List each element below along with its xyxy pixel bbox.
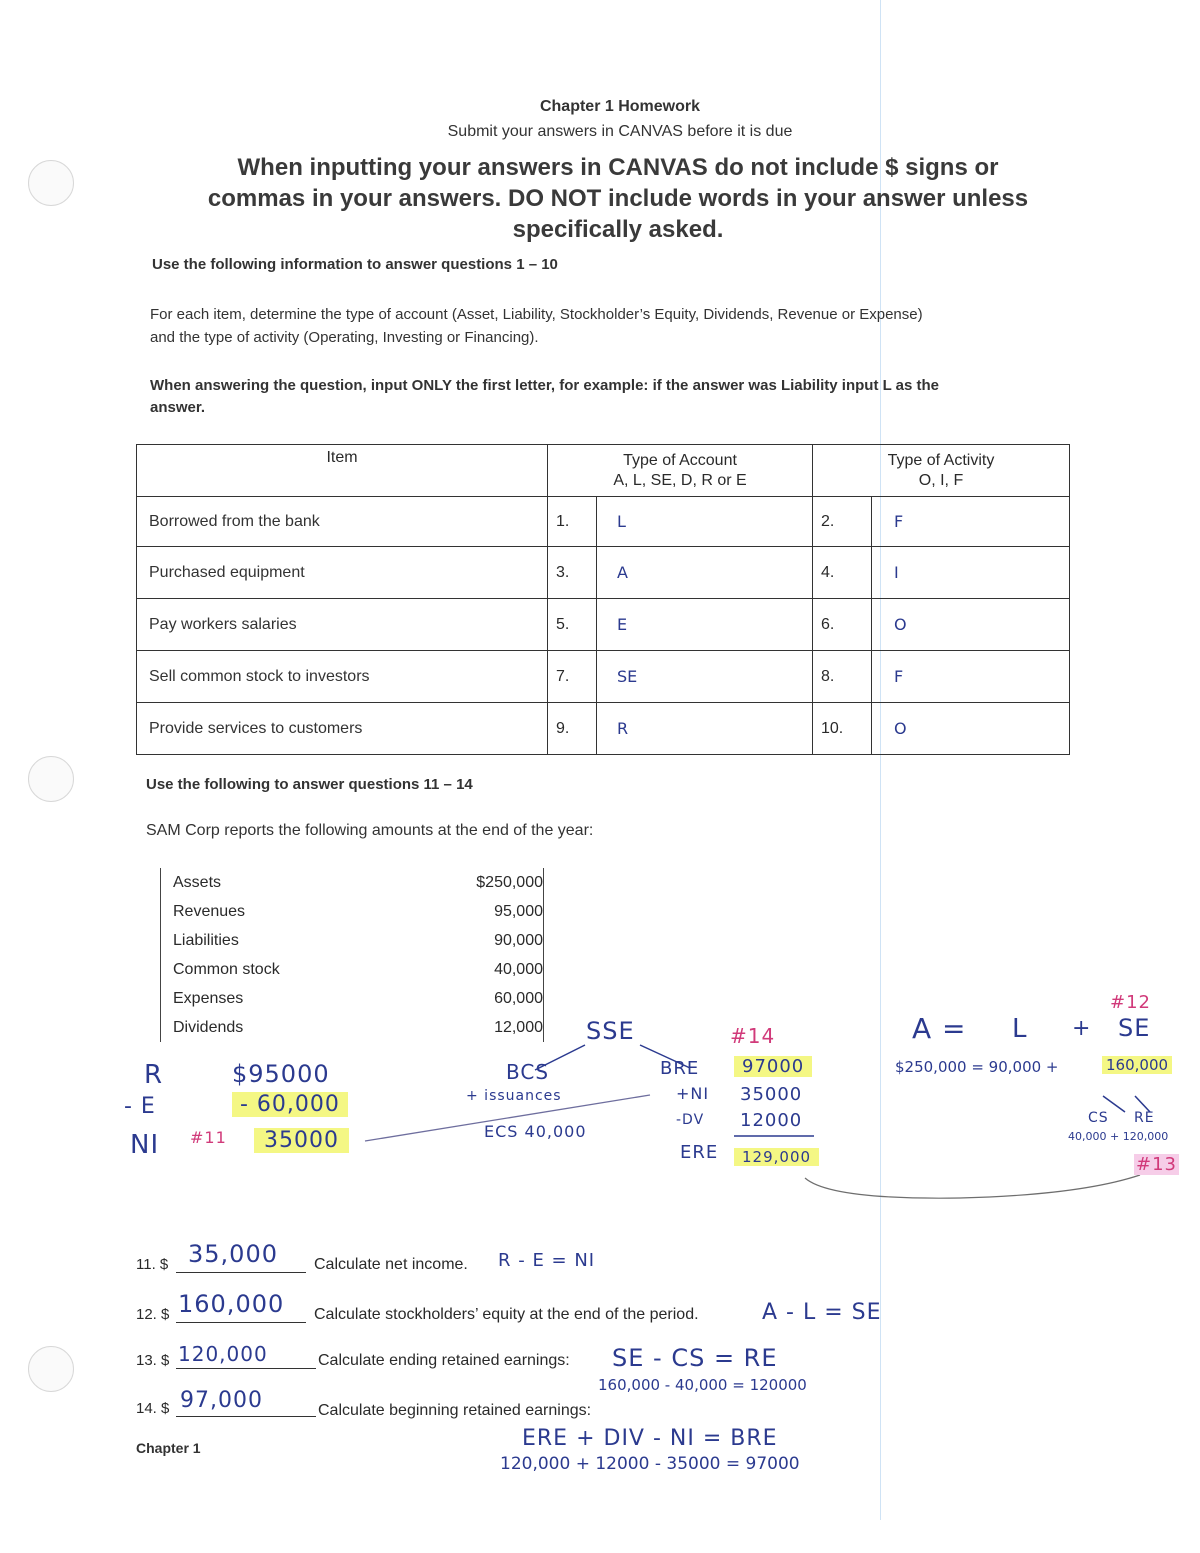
hw-bcs: BCS [506, 1060, 550, 1084]
answer-value: 160,000 [178, 1290, 285, 1318]
amount-label: Revenues [173, 902, 246, 920]
work-calculation: 160,000 - 40,000 = 120000 [598, 1376, 807, 1394]
account-answer: L [597, 497, 813, 547]
question-number: 6. [813, 599, 872, 651]
hw-ere: ERE [680, 1142, 719, 1163]
hw-bre-value: 97000 [734, 1056, 812, 1077]
answer-line [176, 1368, 316, 1369]
col-account-title: Type of Account [623, 451, 737, 469]
question-number: 14. $ [136, 1400, 170, 1417]
question-number: 1. [548, 497, 597, 547]
work-formula: ERE + DIV - NI = BRE [522, 1426, 778, 1451]
question-text: Calculate ending retained earnings: [318, 1352, 570, 1369]
question-11 [136, 1240, 1036, 1284]
answer-line [176, 1272, 306, 1273]
hw-plus-ni: +NI [676, 1084, 710, 1103]
hw-minus-e: - E [124, 1094, 156, 1119]
instructions-line: For each item, determine the type of account (Asset, Liability, Stockholder’s Equity, Dividends, Revenue or Expense) [150, 306, 923, 323]
work-formula: A - L = SE [762, 1300, 882, 1325]
hw-bre: BRE [660, 1058, 700, 1079]
section1-heading: Use the following information to answer questions 1 – 10 [152, 256, 558, 273]
hw-eq-se: SE [1118, 1014, 1151, 1042]
question-number: 5. [548, 599, 597, 651]
answer-value: 120,000 [178, 1342, 268, 1366]
note-line: answer. [150, 399, 206, 416]
page-subtitle: Submit your answers in CANVAS before it is due [447, 123, 793, 140]
amount-label: Expenses [173, 989, 244, 1007]
answer-value: 97,000 [180, 1388, 263, 1413]
work-calculation: 120,000 + 12000 - 35000 = 97000 [500, 1454, 800, 1474]
instructions-line: and the type of activity (Operating, Investing or Financing). [150, 329, 539, 346]
question-number: 4. [813, 547, 872, 599]
amount-value: $250,000 [476, 873, 543, 891]
hw-cs-re-values: 40,000 + 120,000 [1068, 1130, 1169, 1143]
warning-line: specifically asked. [512, 216, 724, 243]
hw-se-value: 160,000 [1102, 1056, 1172, 1074]
hw-tag12: #12 [1110, 992, 1151, 1013]
col-account-options: A, L, SE, D, R or E [613, 471, 747, 489]
question-text: Calculate beginning retained earnings: [318, 1402, 592, 1419]
item-cell: Pay workers salaries [137, 599, 548, 651]
amount-value: 12,000 [494, 1018, 543, 1036]
hw-net-income: 35000 [254, 1128, 349, 1153]
page-title: Chapter 1 Homework [539, 98, 701, 115]
answer-line [176, 1416, 316, 1417]
hw-revenue: $95000 [232, 1060, 330, 1088]
question-number: 2. [813, 497, 872, 547]
hw-expense: - 60,000 [232, 1092, 348, 1117]
question-number: 12. $ [136, 1306, 170, 1323]
warning-line: When inputting your answers in CANVAS do not include $ signs or [237, 154, 999, 181]
amount-value: 40,000 [494, 960, 543, 978]
question-13 [136, 1340, 1036, 1394]
amount-label: Liabilities [173, 931, 239, 949]
item-cell: Purchased equipment [137, 547, 548, 599]
activity-answer: I [872, 547, 1070, 599]
footer-label: Chapter 1 [136, 1440, 201, 1456]
hw-eq-values: $250,000 = 90,000 + [895, 1058, 1059, 1076]
question-text: Calculate stockholders’ equity at the end of the period. [314, 1306, 699, 1323]
item-cell: Sell common stock to investors [137, 651, 548, 703]
hw-ni-amount: 35000 [740, 1084, 803, 1105]
note-line: When answering the question, input ONLY the first letter, for example: if the answer was Liability input L as the [150, 377, 940, 394]
hw-issuances: + issuances [466, 1088, 562, 1104]
amount-label: Dividends [173, 1018, 244, 1036]
col-activity-options: O, I, F [918, 471, 964, 489]
connector-curve [805, 1175, 1140, 1198]
hw-ecs: ECS 40,000 [484, 1122, 587, 1141]
account-answer: A [597, 547, 813, 599]
hw-sse: SSE [586, 1017, 635, 1045]
hw-eq-a: A = [912, 1012, 967, 1045]
amount-label: Assets [173, 873, 222, 891]
question-number: 3. [548, 547, 597, 599]
question-number: 11. $ [136, 1256, 169, 1273]
question-number: 7. [548, 651, 597, 703]
hw-dv-amount: 12000 [740, 1110, 803, 1131]
question-text: Calculate net income. [314, 1256, 468, 1273]
hw-ni: NI [130, 1130, 160, 1160]
activity-answer: O [872, 703, 1070, 755]
col-activity-title: Type of Activity [887, 451, 995, 469]
question-number: 8. [813, 651, 872, 703]
question-12 [136, 1290, 1036, 1334]
section2-intro: SAM Corp reports the following amounts at the end of the year: [146, 822, 594, 839]
account-answer: SE [597, 651, 813, 703]
hw-cs: CS [1088, 1110, 1109, 1126]
answer-value: 35,000 [188, 1240, 278, 1268]
hw-dv: -DV [676, 1112, 705, 1128]
amount-value: 90,000 [494, 931, 543, 949]
hw-eq-l: L [1012, 1014, 1028, 1044]
item-cell: Provide services to customers [137, 703, 548, 755]
hw-ere-value: 129,000 [734, 1148, 819, 1166]
question-number: 10. [813, 703, 872, 755]
hw-tag13: #13 [1136, 1154, 1177, 1175]
amount-label: Common stock [173, 960, 280, 978]
hw-r: R [144, 1060, 164, 1090]
item-cell: Borrowed from the bank [137, 497, 548, 547]
activity-answer: F [872, 497, 1070, 547]
hw-tag11: #11 [190, 1128, 227, 1147]
activity-answer: F [872, 651, 1070, 703]
question-number: 13. $ [136, 1352, 170, 1369]
account-answer: R [597, 703, 813, 755]
warning-line: commas in your answers. DO NOT include words in your answer unless [207, 185, 1029, 212]
work-formula: SE - CS = RE [612, 1344, 778, 1372]
account-answer: E [597, 599, 813, 651]
work-formula: R - E = NI [498, 1250, 596, 1271]
answer-line [176, 1322, 306, 1323]
section2-heading: Use the following to answer questions 11 – 14 [146, 776, 473, 793]
col-item-header: Item [137, 445, 548, 497]
hw-tag14: #14 [730, 1024, 776, 1048]
activity-answer: O [872, 599, 1070, 651]
amount-value: 95,000 [494, 902, 543, 920]
question-number: 9. [548, 703, 597, 755]
amount-value: 60,000 [494, 989, 543, 1007]
hw-eq-plus: + [1072, 1016, 1092, 1041]
hw-re: RE [1134, 1110, 1155, 1126]
